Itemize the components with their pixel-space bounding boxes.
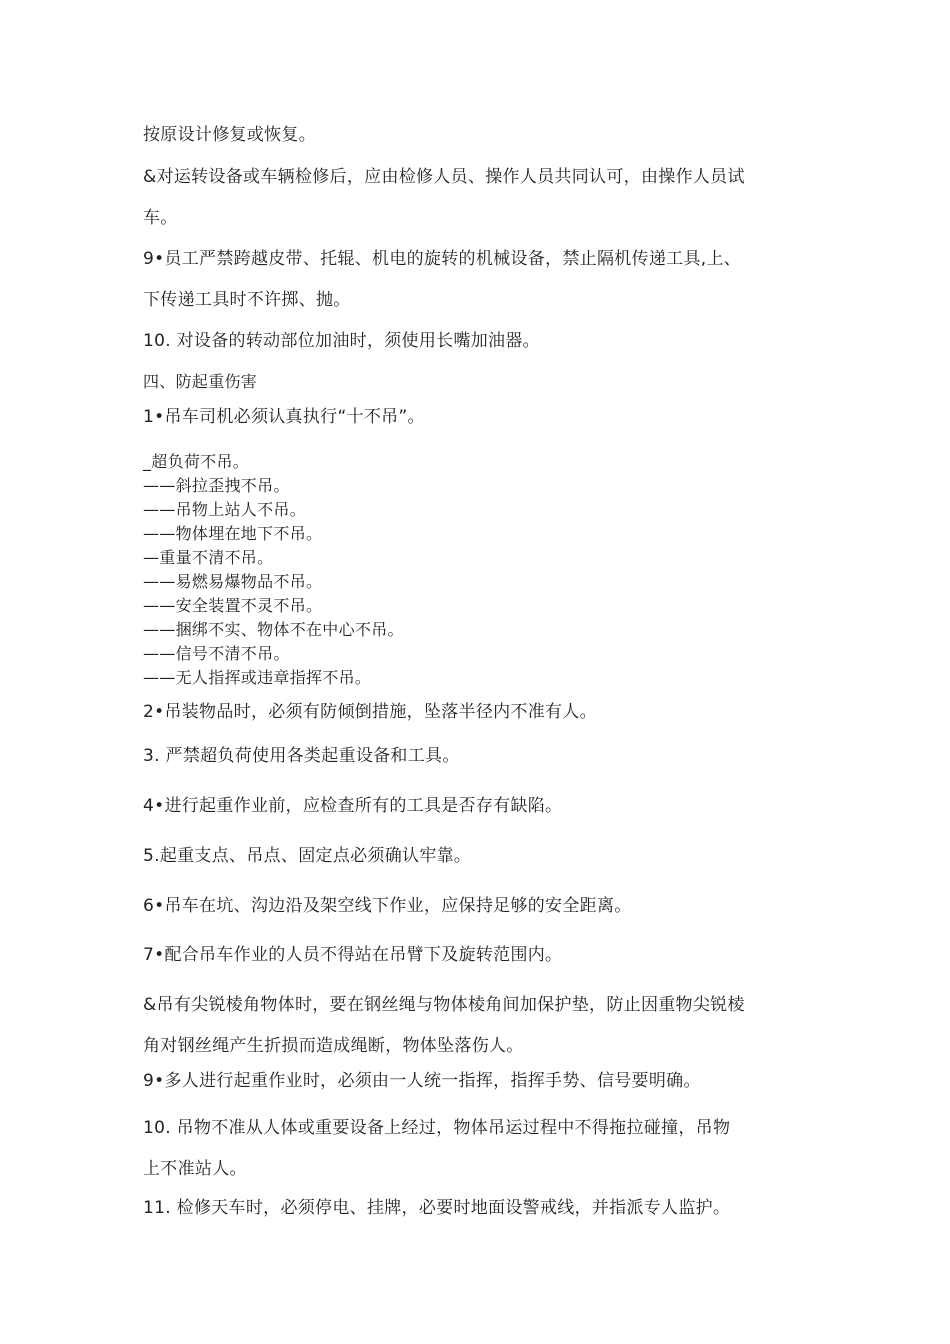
numbered-item: 5.起重支点、吊点、固定点必须确认牢靠。 <box>143 846 472 866</box>
numbered-item-continuation: 角对钢丝绳产生折损而造成绳断，物体坠落伤人。 <box>143 1036 524 1056</box>
rule-item: ——物体埋在地下不吊。 <box>143 524 323 543</box>
rule-item: —重量不清不吊。 <box>143 548 274 567</box>
rule-item: ——无人指挥或违章指挥不吊。 <box>143 668 372 687</box>
text-line: 车。 <box>143 208 178 228</box>
numbered-item: 9•多人进行起重作业时，必须由一人统一指挥，指挥手势、信号要明确。 <box>143 1071 701 1091</box>
text-line: &对运转设备或车辆检修后，应由检修人员、操作人员共同认可，由操作人员试 <box>143 167 745 187</box>
numbered-item: 7•配合吊车作业的人员不得站在吊臂下及旋转范围内。 <box>143 945 563 965</box>
numbered-item: 11. 检修天车时，必须停电、挂牌，必要时地面设警戒线，并指派专人监护。 <box>143 1198 731 1218</box>
rule-item: ——吊物上站人不吊。 <box>143 500 307 519</box>
rule-item: ——斜拉歪拽不吊。 <box>143 476 290 495</box>
numbered-item: &吊有尖锐棱角物体时，要在钢丝绳与物体棱角间加保护垫，防止因重物尖锐棱 <box>143 995 745 1015</box>
text-line: 1•吊车司机必须认真执行“十不吊”。 <box>143 407 425 427</box>
rule-item: ——安全装置不灵不吊。 <box>143 596 323 615</box>
rule-item: _超负荷不吊。 <box>143 452 250 471</box>
text-line: 按原设计修复或恢复。 <box>143 125 316 145</box>
numbered-item: 6•吊车在坑、沟边沿及架空线下作业，应保持足够的安全距离。 <box>143 896 632 916</box>
rule-item: ——信号不清不吊。 <box>143 644 290 663</box>
section-heading: 四、防起重伤害 <box>143 372 258 391</box>
text-line: 9•员工严禁跨越皮带、托辊、机电的旋转的机械设备，禁止隔机传递工具,上、 <box>143 249 742 269</box>
numbered-item: 4•进行起重作业前，应检查所有的工具是否存有缺陷。 <box>143 796 563 816</box>
text-line: 下传递工具时不许掷、抛。 <box>143 290 351 310</box>
numbered-item: 3. 严禁超负荷使用各类起重设备和工具。 <box>143 746 460 766</box>
numbered-item: 2•吊装物品时，必须有防倾倒措施，坠落半径内不准有人。 <box>143 702 597 722</box>
rule-item: ——捆绑不实、物体不在中心不吊。 <box>143 620 404 639</box>
rule-item: ——易燃易爆物品不吊。 <box>143 572 323 591</box>
numbered-item: 10. 吊物不准从人体或重要设备上经过，物体吊运过程中不得拖拉碰撞，吊物 <box>143 1118 731 1138</box>
numbered-item-continuation: 上不准站人。 <box>143 1159 247 1179</box>
text-line: 10. 对设备的转动部位加油时，须使用长嘴加油器。 <box>143 331 540 351</box>
